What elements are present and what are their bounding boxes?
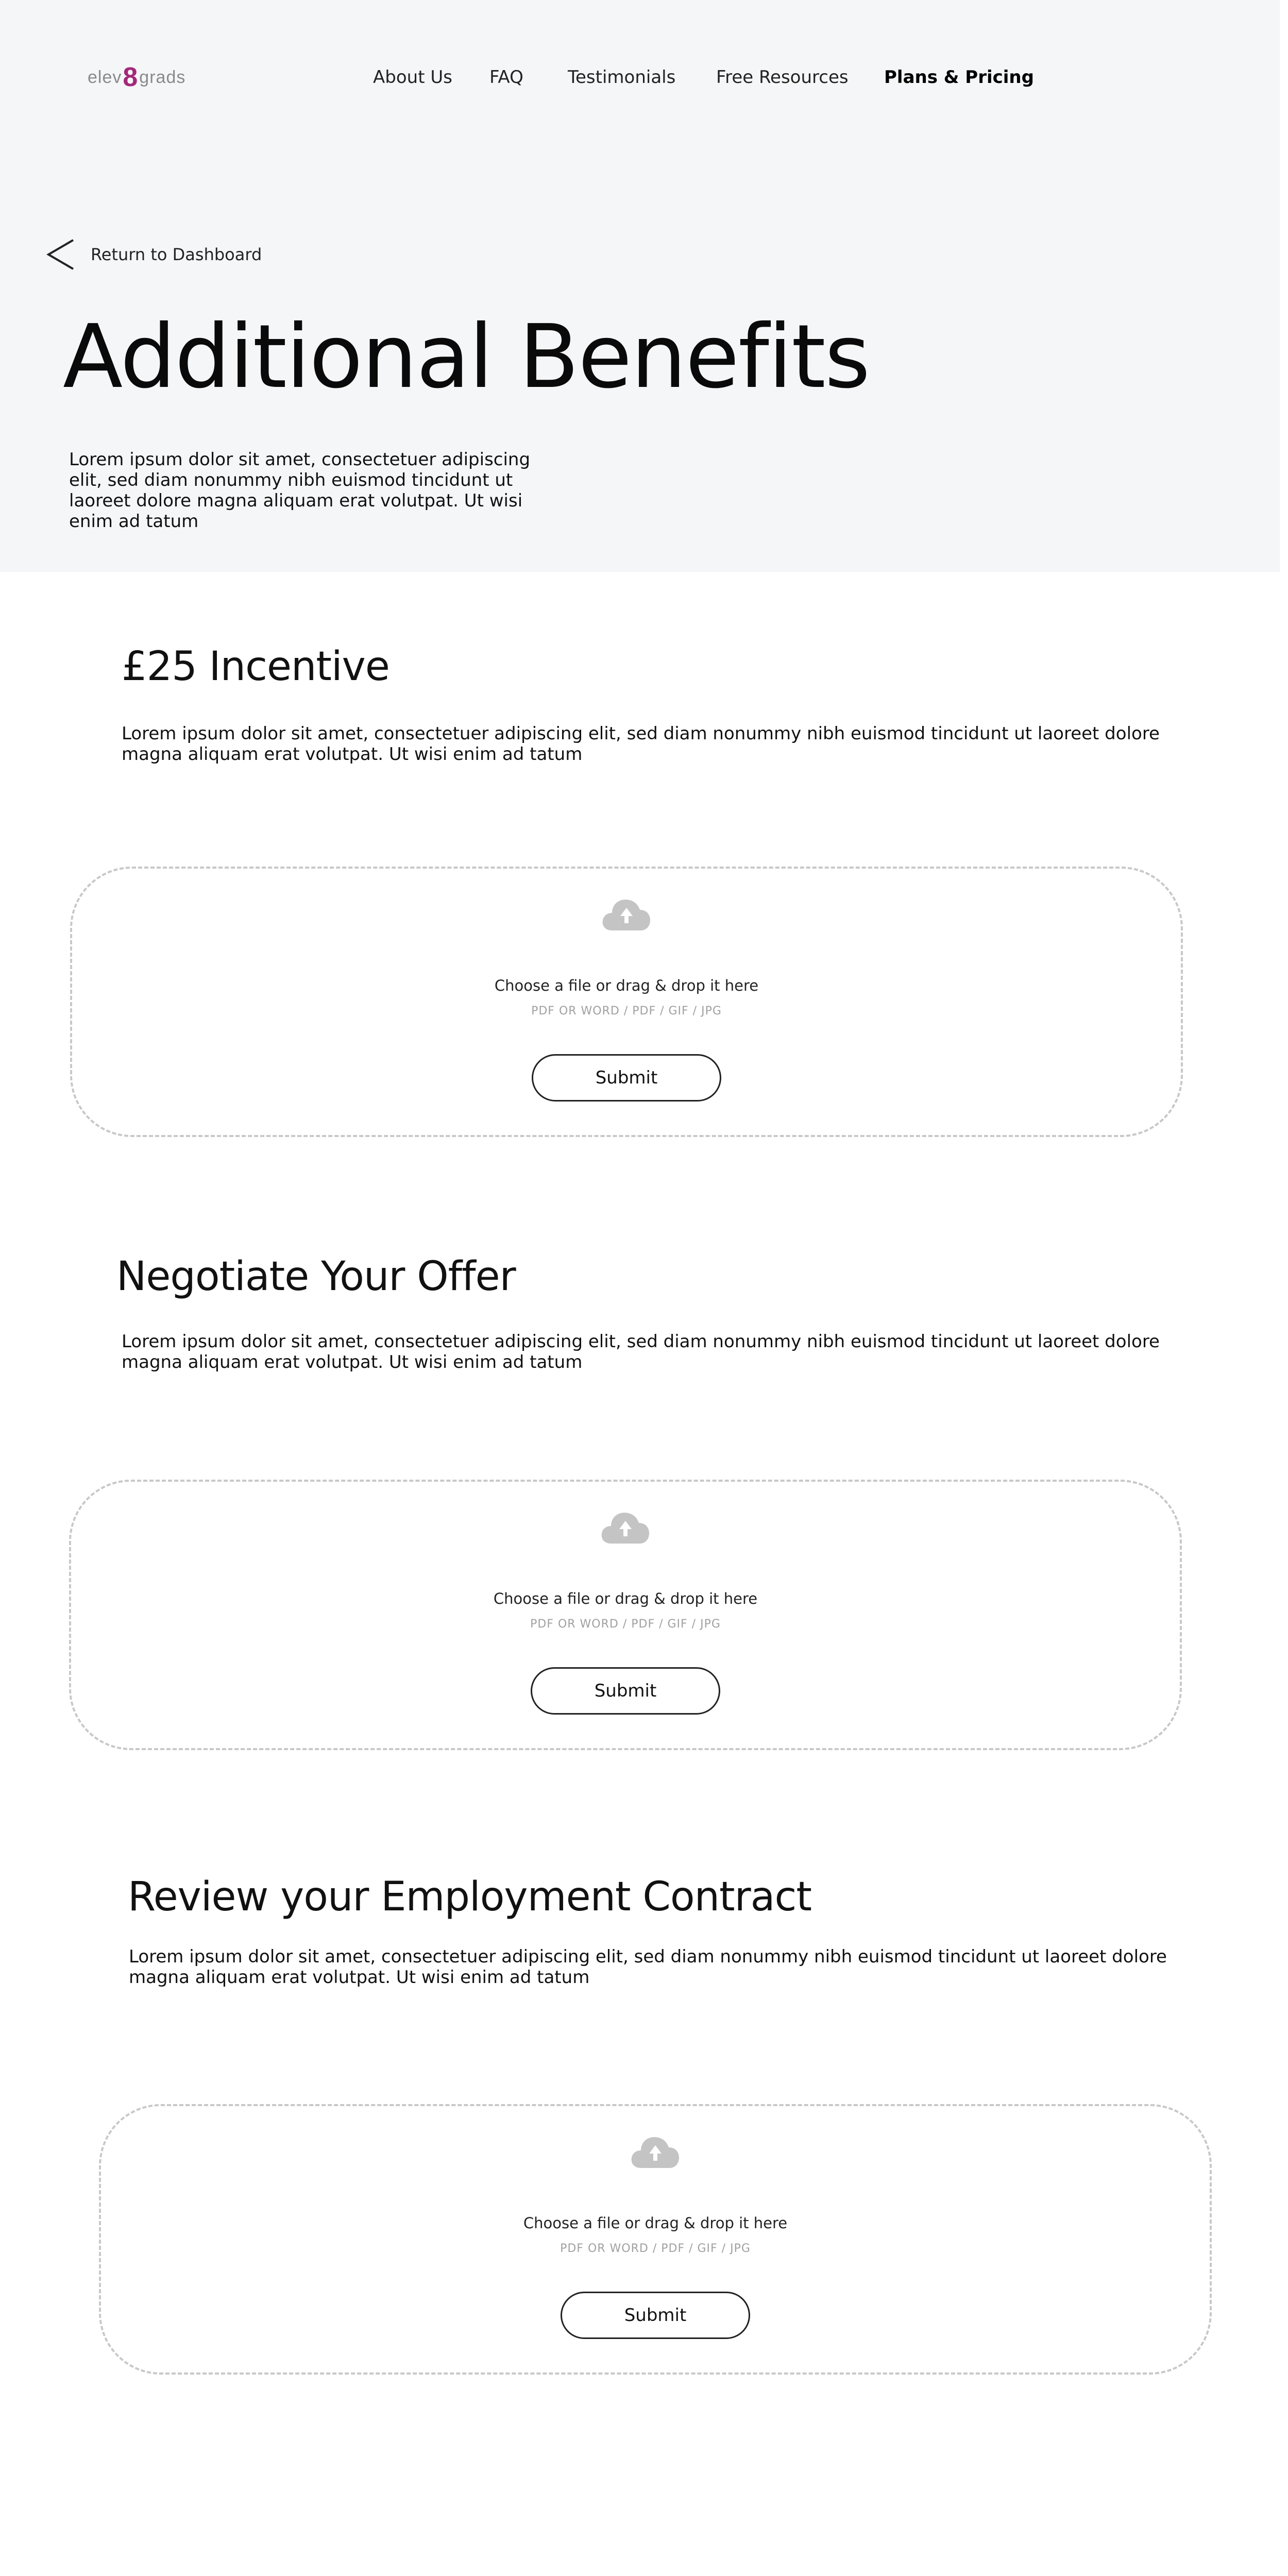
- nav-testimonials[interactable]: Testimonials: [568, 67, 676, 88]
- section-title-incentive: £25 Incentive: [122, 643, 389, 690]
- logo-text-right: grads: [139, 67, 186, 87]
- chevron-left-icon: [45, 238, 75, 271]
- cloud-upload-icon: [601, 1511, 650, 1547]
- nav-plans-pricing[interactable]: Plans & Pricing: [884, 67, 1034, 88]
- cloud-upload-icon: [631, 2135, 680, 2171]
- return-to-dashboard-label: Return to Dashboard: [91, 245, 262, 264]
- page-title: Additional Benefits: [63, 306, 870, 408]
- section-text-contract: Lorem ipsum dolor sit amet, consectetuer adipiscing elit, sed diam nonummy nibh euismod tincidunt ut laoreet dolore magna aliquam erat volutpat. Ut wisi enim ad tatum: [129, 1946, 1167, 1988]
- nav-faq[interactable]: FAQ: [489, 67, 523, 88]
- logo[interactable]: [88, 62, 185, 93]
- submit-button-contract[interactable]: Submit: [561, 2292, 750, 2339]
- intro-text: Lorem ipsum dolor sit amet, consectetuer adipiscing elit, sed diam nonummy nibh euismod tincidunt ut laoreet dolore magna aliquam erat volutpat. Ut wisi enim ad tatum: [69, 449, 531, 532]
- logo-text-left: elev: [88, 67, 122, 87]
- upload-dropzone-incentive[interactable]: [70, 867, 1183, 1137]
- hero-section: [0, 0, 1280, 572]
- nav-about-us[interactable]: About Us: [373, 67, 452, 88]
- upload-prompt: Choose a file or drag & drop it here: [523, 2214, 788, 2232]
- upload-prompt: Choose a file or drag & drop it here: [493, 1590, 758, 1607]
- submit-button-incentive[interactable]: Submit: [532, 1054, 721, 1101]
- section-title-contract: Review your Employment Contract: [128, 1874, 811, 1920]
- section-text-negotiate: Lorem ipsum dolor sit amet, consectetuer adipiscing elit, sed diam nonummy nibh euismod tincidunt ut laoreet dolore magna aliquam erat volutpat. Ut wisi enim ad tatum: [122, 1331, 1160, 1372]
- nav-free-resources[interactable]: Free Resources: [716, 67, 849, 88]
- section-text-incentive: Lorem ipsum dolor sit amet, consectetuer adipiscing elit, sed diam nonummy nibh euismod tincidunt ut laoreet dolore magna aliquam erat volutpat. Ut wisi enim ad tatum: [122, 723, 1160, 765]
- upload-formats: PDF OR WORD / PDF / GIF / JPG: [530, 1618, 721, 1631]
- upload-dropzone-negotiate[interactable]: [69, 1480, 1182, 1750]
- upload-prompt: Choose a file or drag & drop it here: [494, 977, 759, 994]
- upload-dropzone-contract[interactable]: [99, 2104, 1212, 2375]
- upload-formats: PDF OR WORD / PDF / GIF / JPG: [560, 2242, 751, 2255]
- submit-button-negotiate[interactable]: Submit: [531, 1667, 720, 1715]
- section-title-negotiate: Negotiate Your Offer: [116, 1253, 516, 1300]
- upload-formats: PDF OR WORD / PDF / GIF / JPG: [531, 1005, 722, 1018]
- logo-eight: 8: [123, 62, 139, 92]
- cloud-upload-icon: [602, 897, 651, 934]
- return-to-dashboard-link[interactable]: [45, 238, 262, 271]
